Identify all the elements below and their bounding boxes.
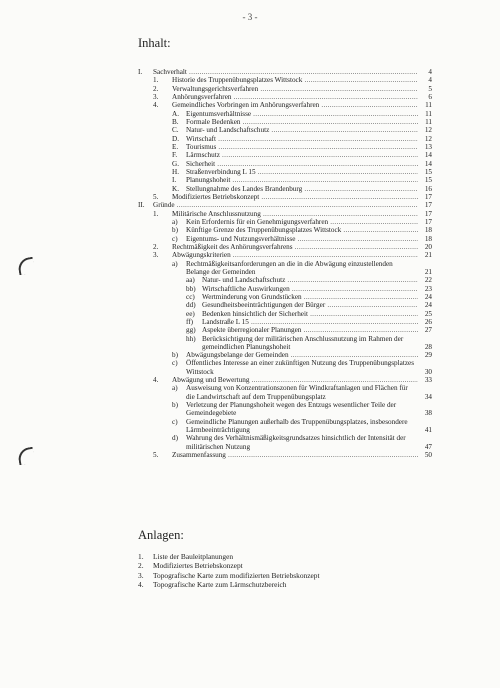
toc-entry-title: Gründe ..... bbox=[153, 201, 418, 209]
toc-entry bbox=[0, 126, 500, 134]
toc-entry bbox=[0, 401, 500, 418]
toc-entry-page: 13 bbox=[424, 142, 432, 151]
toc-entry-number: I. bbox=[172, 176, 177, 185]
toc-entry-page: 17 bbox=[424, 192, 432, 201]
toc-entry-page: 26 bbox=[424, 317, 432, 326]
toc-entry-title: Gemeindliches Vorbringen im Anhörungsverfahren ..... bbox=[172, 101, 418, 109]
toc-entry-page: 21 bbox=[424, 267, 432, 276]
toc-entry bbox=[0, 160, 500, 168]
toc-entry-page: 15 bbox=[424, 176, 432, 185]
toc-entry-page: 29 bbox=[424, 351, 432, 360]
toc-entry-title: Gesundheitsbeeinträchtigungen der Bürger ..... bbox=[202, 301, 418, 309]
toc-entry-title: Formale Bedenken ..... bbox=[186, 118, 418, 126]
toc-entry-number: 3. bbox=[153, 92, 159, 101]
toc-entry-page: 12 bbox=[424, 134, 432, 143]
anlage-title: Modifiziertes Betriebskonzept bbox=[153, 561, 243, 571]
toc-entry bbox=[0, 101, 500, 109]
toc-entry-number: gg) bbox=[186, 326, 196, 335]
toc-entry-title: Aspekte überregionaler Planungen ..... bbox=[202, 326, 418, 334]
toc-entry-page: 12 bbox=[424, 126, 432, 135]
toc-entry-page: 47 bbox=[424, 442, 432, 451]
page-number: - 3 - bbox=[242, 12, 258, 22]
toc-entry-number: a) bbox=[172, 259, 178, 268]
toc-entry-number: B. bbox=[172, 117, 179, 126]
toc-entry bbox=[0, 451, 500, 459]
toc-entry-title: Öffentliches Interesse an einer zukünftigen Nutzung des Truppenübungsplatzes Wittstock ..... bbox=[186, 359, 418, 376]
toc-entry-title: Natur- und Landschaftschutz ..... bbox=[202, 276, 418, 284]
toc-entry-title: Modifiziertes Betriebskonzept ..... bbox=[172, 193, 418, 201]
toc-entry-title: Landstraße L 15 ..... bbox=[202, 318, 418, 326]
toc-entry-title: Wertminderung von Grundstücken ..... bbox=[202, 293, 418, 301]
toc-entry-title: Wirtschaftliche Auswirkungen ..... bbox=[202, 285, 418, 293]
toc-entry-number: cc) bbox=[186, 292, 195, 301]
toc-entry-number: ee) bbox=[186, 309, 195, 318]
toc-entry-title: Abwägungsbelange der Gemeinden ..... bbox=[186, 351, 418, 359]
toc-entry bbox=[0, 118, 500, 126]
toc-entry-page: 28 bbox=[424, 342, 432, 351]
toc-entry-title: Lärmschutz ..... bbox=[186, 151, 418, 159]
toc-entry-title: Sachverhalt ..... bbox=[153, 68, 418, 76]
toc-entry-title: Militärische Anschlussnutzung ..... bbox=[172, 210, 418, 218]
toc-entry-page: 22 bbox=[424, 276, 432, 285]
toc-entry-page: 17 bbox=[424, 217, 432, 226]
toc-entry-page: 4 bbox=[428, 76, 432, 85]
toc-entry bbox=[0, 210, 500, 218]
toc-entry-page: 11 bbox=[425, 117, 432, 126]
toc-entry-number: D. bbox=[172, 134, 179, 143]
anlage-title: Topografische Karte zum Lärmschutzbereich bbox=[153, 579, 287, 589]
toc-entry bbox=[0, 76, 500, 84]
toc-entry-title: Wahrung des Verhältnismäßigkeitsgrundsatzes hinsichtlich der Intensität der militärischen Nutzung ..... bbox=[186, 434, 418, 451]
toc-entry-number: d) bbox=[172, 434, 178, 443]
anlage-item bbox=[0, 580, 500, 589]
toc-entry-title: Kein Erfordernis für ein Genehmigungsverfahren ..... bbox=[186, 218, 418, 226]
toc-entry-number: b) bbox=[172, 226, 178, 235]
toc-entry-page: 17 bbox=[424, 209, 432, 218]
toc-entry-page: 17 bbox=[424, 201, 432, 210]
toc-entry-title: Berücksichtigung der militärischen Anschlussnutzung im Rahmen der gemeindlichen Planungshoheit ..... bbox=[202, 335, 418, 352]
toc-entry-number: hh) bbox=[186, 334, 196, 343]
toc-entry bbox=[0, 135, 500, 143]
toc-entry-number: c) bbox=[172, 234, 178, 243]
toc-entry-number: c) bbox=[172, 417, 178, 426]
toc-entry-title: Eigentums- und Nutzungsverhältnisse ..... bbox=[186, 235, 418, 243]
toc-entry-title: Historie des Truppenübungsplatzes Wittstock ..... bbox=[172, 76, 418, 84]
toc-entry-title: Abwägungskriterien ..... bbox=[172, 251, 418, 259]
toc-entry-number: ff) bbox=[186, 317, 194, 326]
toc-entry-page: 25 bbox=[424, 309, 432, 318]
toc-entry bbox=[0, 193, 500, 201]
toc-entry-number: 2. bbox=[153, 84, 159, 93]
toc-entry-page: 15 bbox=[424, 167, 432, 176]
toc-heading: Inhalt: bbox=[138, 36, 171, 50]
anlage-number: 3. bbox=[138, 570, 144, 580]
toc-entry bbox=[0, 418, 500, 435]
toc-entry bbox=[0, 218, 500, 226]
toc-entry-page: 33 bbox=[424, 376, 432, 385]
toc-entry-number: G. bbox=[172, 159, 179, 168]
toc-entry-number: 4. bbox=[153, 101, 159, 110]
anlagen-heading: Anlagen: bbox=[138, 528, 184, 542]
toc-entry-number: F. bbox=[172, 151, 178, 160]
toc-entry-page: 14 bbox=[424, 151, 432, 160]
toc-entry-title: Abwägung und Bewertung ..... bbox=[172, 376, 418, 384]
toc-entry-page: 50 bbox=[424, 451, 432, 460]
toc-entry-number: a) bbox=[172, 217, 178, 226]
toc-entry-page: 27 bbox=[424, 326, 432, 335]
toc-entry bbox=[0, 318, 500, 326]
toc-entry bbox=[0, 226, 500, 234]
toc-entry-page: 16 bbox=[424, 184, 432, 193]
toc-entry-number: 5. bbox=[153, 451, 159, 460]
toc-entry-number: H. bbox=[172, 167, 179, 176]
toc-entry bbox=[0, 335, 500, 352]
toc-entry-page: 5 bbox=[428, 84, 432, 93]
toc-entry-page: 21 bbox=[424, 251, 432, 260]
toc-entry-number: A. bbox=[172, 109, 179, 118]
toc-entry bbox=[0, 285, 500, 293]
toc-entry bbox=[0, 251, 500, 259]
toc-entry bbox=[0, 185, 500, 193]
toc-entry bbox=[0, 384, 500, 401]
toc-entry bbox=[0, 434, 500, 451]
toc-entry-number: 1. bbox=[153, 209, 159, 218]
toc-entry bbox=[0, 143, 500, 151]
toc-entry-title: Rechtmäßigkeit des Anhörungsverfahrens ..... bbox=[172, 243, 418, 251]
toc-entry bbox=[0, 293, 500, 301]
toc-entry-title: Wirtschaft ..... bbox=[186, 135, 418, 143]
toc-entry bbox=[0, 351, 500, 359]
toc-entry-page: 34 bbox=[424, 392, 432, 401]
toc-entry-number: b) bbox=[172, 401, 178, 410]
toc-entry-page: 24 bbox=[424, 301, 432, 310]
toc-entry bbox=[0, 310, 500, 318]
toc-entry-title: Straßenverbindung L 15 ..... bbox=[186, 168, 418, 176]
toc-entry-title: Ausweisung von Konzentrationszonen für Windkraftanlagen und Flächen für die Landwirtschaft auf dem Truppenübungsplatz ..... bbox=[186, 384, 418, 401]
toc-entry bbox=[0, 301, 500, 309]
toc-entry-page: 23 bbox=[424, 284, 432, 293]
toc-entry-page: 30 bbox=[424, 367, 432, 376]
toc-entry-number: 4. bbox=[153, 376, 159, 385]
toc-entry-number: E. bbox=[172, 142, 179, 151]
toc-entry-number: 2. bbox=[153, 242, 159, 251]
toc-entry bbox=[0, 110, 500, 118]
toc-entry bbox=[0, 243, 500, 251]
anlage-number: 1. bbox=[138, 552, 144, 561]
toc-entry-number: aa) bbox=[186, 276, 195, 285]
toc-entry bbox=[0, 376, 500, 384]
toc-entry-page: 4 bbox=[428, 68, 432, 76]
toc-entry bbox=[0, 93, 500, 101]
toc-entry-number: dd) bbox=[186, 301, 196, 310]
toc-entry-page: 41 bbox=[424, 426, 432, 435]
toc-entry bbox=[0, 151, 500, 159]
toc-entry-page: 11 bbox=[425, 109, 432, 118]
toc-entry bbox=[0, 168, 500, 176]
toc-entry-title: Natur- und Landschaftschutz ..... bbox=[186, 126, 418, 134]
toc-entry-page: 38 bbox=[424, 409, 432, 418]
anlage-item bbox=[0, 561, 500, 570]
toc-entry bbox=[0, 235, 500, 243]
toc-entry-number: 3. bbox=[153, 251, 159, 260]
toc-entry bbox=[0, 85, 500, 93]
toc-entry-number: a) bbox=[172, 384, 178, 393]
anlage-title: Topografische Karte zum modifizierten Betriebskonzept bbox=[153, 570, 320, 580]
toc-entry-title: Verwaltungsgerichtsverfahren ..... bbox=[172, 85, 418, 93]
toc-entry-title: Stellungnahme des Landes Brandenburg ..... bbox=[186, 185, 418, 193]
toc-entry bbox=[0, 276, 500, 284]
toc-entry-title: Planungshoheit ..... bbox=[186, 176, 418, 184]
toc-entry-page: 18 bbox=[424, 234, 432, 243]
toc-entry-page: 24 bbox=[424, 292, 432, 301]
toc-entry bbox=[0, 326, 500, 334]
toc-entry-number: I. bbox=[138, 68, 143, 76]
toc-entry-number: b) bbox=[172, 351, 178, 360]
anlage-item bbox=[0, 552, 500, 561]
toc-entry-title: Gemeindliche Planungen außerhalb des Truppenübungsplatzes, insbesondere Lärmbeeinträchtigung ..... bbox=[186, 418, 418, 435]
table-of-contents bbox=[0, 68, 500, 459]
toc-entry-number: bb) bbox=[186, 284, 196, 293]
toc-entry-page: 20 bbox=[424, 242, 432, 251]
toc-entry-title: Tourismus ..... bbox=[186, 143, 418, 151]
anlage-item bbox=[0, 571, 500, 580]
toc-entry-title: Anhörungsverfahren ..... bbox=[172, 93, 418, 101]
anlage-title: Liste der Bauleitplanungen bbox=[153, 552, 234, 561]
toc-entry-title: Zusammenfassung ..... bbox=[172, 451, 418, 459]
toc-entry-title: Eigentumsverhältnisse ..... bbox=[186, 110, 418, 118]
toc-entry bbox=[0, 359, 500, 376]
toc-entry bbox=[0, 176, 500, 184]
toc-entry-page: 6 bbox=[428, 92, 432, 101]
toc-entry-title: Sicherheit ..... bbox=[186, 160, 418, 168]
toc-entry-title: Rechtmäßigkeitsanforderungen an die in die Abwägung einzustellenden Belange der Gemeinden ..... bbox=[186, 260, 418, 277]
toc-entry bbox=[0, 68, 500, 76]
toc-entry-number: C. bbox=[172, 126, 179, 135]
toc-entry-number: c) bbox=[172, 359, 178, 368]
toc-entry-number: 5. bbox=[153, 192, 159, 201]
anlage-number: 4. bbox=[138, 579, 144, 589]
toc-entry-title: Bedenken hinsichtlich der Sicherheit ..... bbox=[202, 310, 418, 318]
toc-entry-number: K. bbox=[172, 184, 179, 193]
toc-entry-number: II. bbox=[138, 201, 145, 210]
toc-entry-title: Künftige Grenze des Truppenübungsplatzes Wittstock ..... bbox=[186, 226, 418, 234]
toc-entry-page: 11 bbox=[425, 101, 432, 110]
toc-entry-title: Verletzung der Planungshoheit wegen des Entzugs wesentlicher Teile der Gemeindegebiete ..... bbox=[186, 401, 418, 418]
toc-entry bbox=[0, 201, 500, 209]
toc-entry bbox=[0, 260, 500, 277]
toc-entry-page: 18 bbox=[424, 226, 432, 235]
toc-entry-page: 14 bbox=[424, 159, 432, 168]
toc-entry-number: 1. bbox=[153, 76, 159, 85]
anlage-number: 2. bbox=[138, 561, 144, 571]
